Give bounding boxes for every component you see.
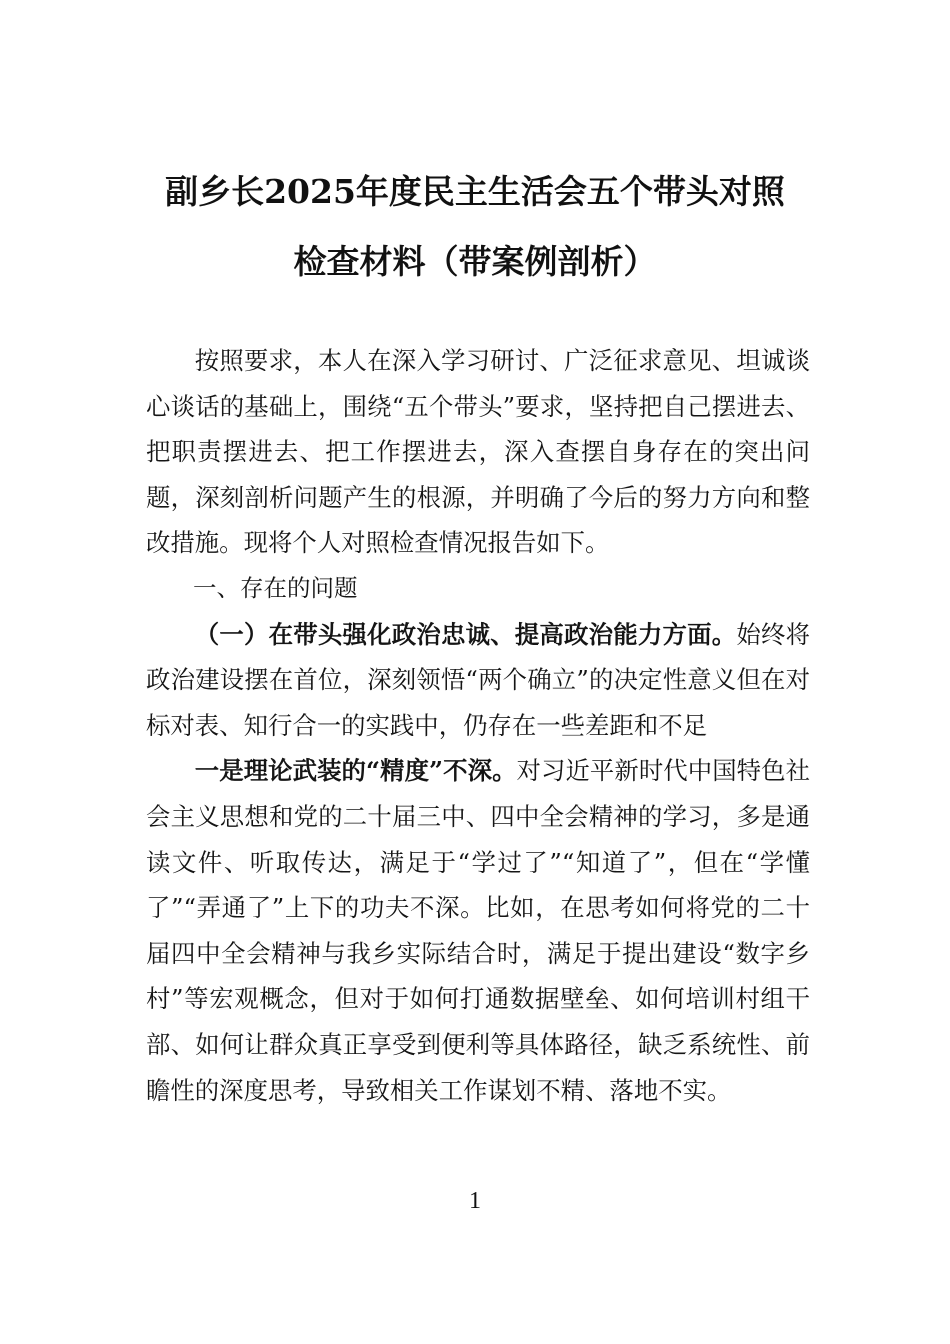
page-number: 1 [469,1188,481,1214]
document-body [146,338,810,1113]
subsection-1-label: （一）在带头强化政治忠诚、提高政治能力方面。 [194,619,737,649]
subsection-1-paragraph [146,612,810,749]
intro-paragraph: 按照要求，本人在深入学习研讨、广泛征求意见、坦诚谈心谈话的基础上，围绕“五个带头”要求，坚持把自己摆进去、把职责摆进去、把工作摆进去，深入查摆自身存在的突出问题，深刻剖析问题产生的根源，并明确了今后的努力方向和整改措施。现将个人对照检查情况报告如下。 [146,346,810,558]
document-title-line-2: 检查材料（带案例剖析） [293,242,657,281]
point-1-text: 对习近平新时代中国特色社会主义思想和党的二十届三中、四中全会精神的学习，多是通读文件、听取传达，满足于“学过了”“知道了”，但在“学懂了”“弄通了”上下的功夫不深。比如，在思考如何将党的二十届四中全会精神与我乡实际结合时，满足于提出建设“数字乡村”等宏观概念，但对于如何打通数据壁垒、如何培训村组干部、如何让群众真正享受到便利等具体路径，缺乏系统性、前瞻性的深度思考，导致相关工作谋划不精、落地不实。 [146,756,810,1105]
point-1-paragraph [146,748,810,1113]
subsection-1-text: 始终将政治建设摆在首位，深刻领悟“两个确立”的决定性意义但在对标对表、知行合一的实践中，仍存在一些差距和不足 [146,619,810,740]
document-title-line-1: 副乡长2025年度民主生活会五个带头对照 [165,172,785,211]
section-heading-problems: 一、存在的问题 [193,573,358,602]
point-1-label: 一是理论武装的“精度”不深。 [194,756,517,786]
